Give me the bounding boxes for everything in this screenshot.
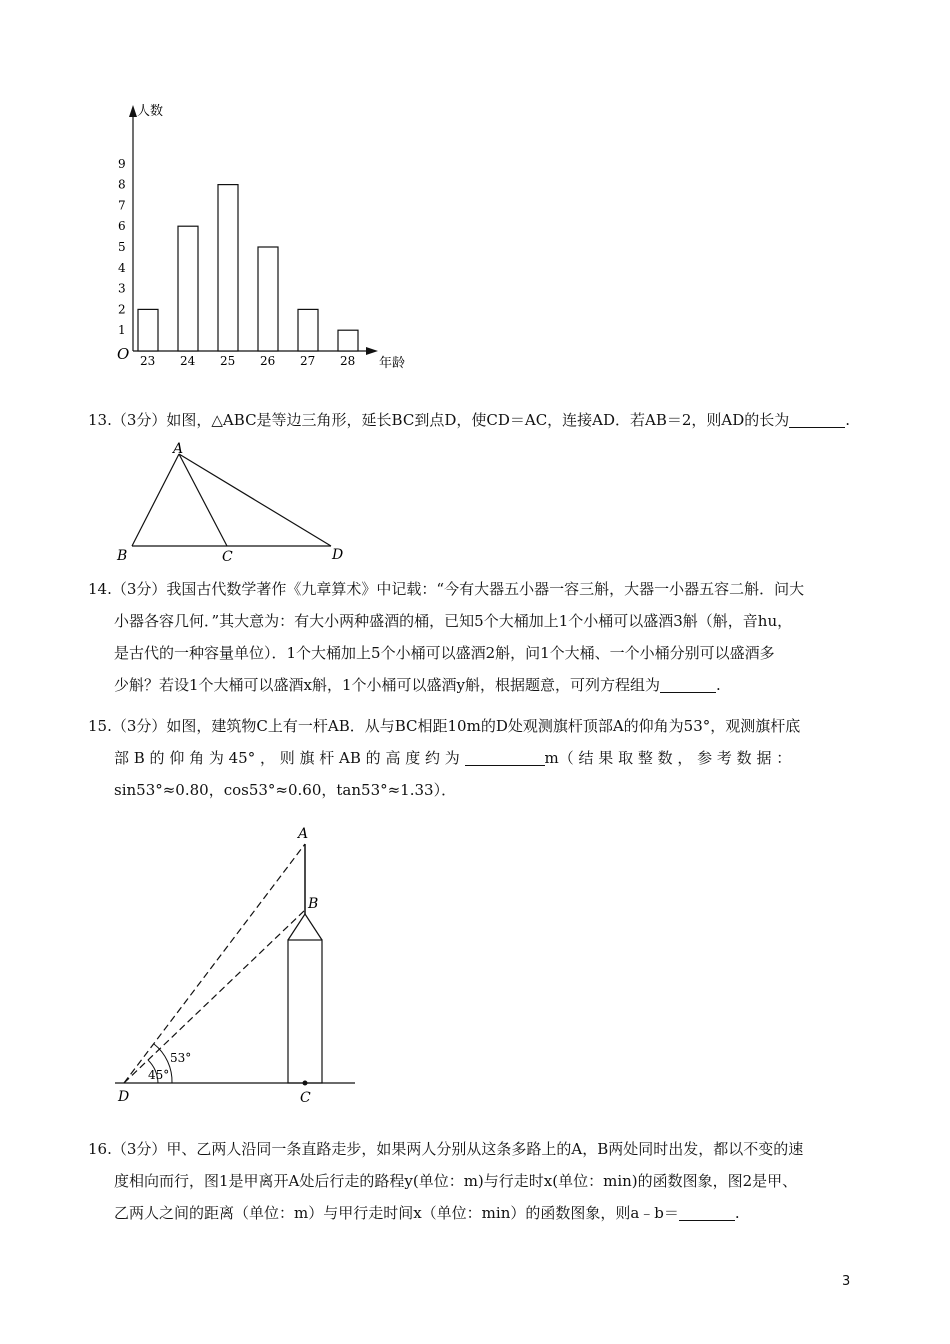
q14-line-3: 是古代的一种容量单位）．1个大桶加上5个小桶可以盛酒2斛，问1个大桶、一个小桶分别可以盛酒多 — [114, 644, 775, 662]
y-tick-label: 5 — [118, 240, 126, 254]
q15-flagpole-figure — [110, 822, 370, 1112]
q13-end: . — [845, 411, 851, 429]
building-c — [288, 940, 322, 1083]
label-c: C — [222, 549, 233, 565]
sightline-db — [124, 910, 305, 1083]
q14-line-1: 14.（3分）我国古代数学著作《九章算术》中记载：“今有大器五小器一容三斛，大器一小器五容二斛．问大 — [88, 580, 805, 598]
angle-label-45: 45° — [148, 1068, 170, 1082]
label-d: D — [332, 547, 344, 563]
q13-triangle-figure — [108, 440, 358, 565]
angle-label-53: 53° — [170, 1051, 192, 1065]
y-tick-label: 4 — [118, 260, 126, 275]
q14-line-4: 少斛？若设1个大桶可以盛酒x斛，1个小桶可以盛酒y斛，根据题意，可列方程组为 — [114, 676, 661, 694]
label-b: B — [308, 896, 319, 912]
question-14 — [88, 573, 868, 701]
y-axis-arrow — [129, 105, 137, 117]
bar — [138, 309, 158, 351]
age-bar-chart — [100, 95, 410, 380]
y-axis-label: 人数 — [137, 104, 164, 119]
q14-answer-blank[interactable] — [660, 676, 716, 693]
x-tick-label: 28 — [340, 354, 356, 368]
y-tick-label: 7 — [118, 198, 126, 213]
y-tick-label: 2 — [118, 302, 126, 317]
page-number: 3 — [842, 1274, 851, 1289]
q16-answer-blank[interactable] — [679, 1204, 735, 1221]
building-roof — [288, 914, 322, 940]
label-d: D — [118, 1089, 130, 1105]
segment-ac — [179, 454, 227, 546]
q15-line-2a: 部 B 的 仰 角 为 45° ， 则 旗 杆 AB 的 高 度 约 为 — [114, 749, 460, 767]
segment-ab — [132, 454, 179, 546]
q15-line-1: 15.（3分）如图，建筑物C上有一杆AB．从与BC相距10m的D处观测旗杆顶部A的仰角为53°，观测旗杆底 — [88, 717, 801, 735]
x-axis-label: 年龄 — [379, 356, 406, 371]
label-b: B — [117, 548, 128, 564]
x-tick-label: 24 — [180, 354, 196, 368]
question-13 — [88, 404, 868, 436]
y-tick-label: 1 — [118, 323, 126, 338]
origin-label: O — [117, 345, 130, 363]
sightline-da — [124, 844, 305, 1083]
question-16 — [88, 1133, 868, 1229]
q13-answer-blank[interactable] — [789, 411, 845, 428]
q16-line-2: 度相向而行，图1是甲离开A处后行走的路程y(单位：m)与行走时x(单位：min)的函数图象，图2是甲、 — [114, 1172, 798, 1190]
bar — [218, 185, 238, 351]
q15-answer-blank[interactable] — [465, 749, 545, 766]
segment-ad — [179, 454, 331, 546]
bar — [178, 226, 198, 351]
q15-line-2b: m（ 结 果 取 整 数 ， 参 考 数 据 ： — [544, 749, 792, 767]
bar — [338, 330, 358, 351]
q14-line-2: 小器各容几何．”其大意为：有大小两种盛酒的桶，已知5个大桶加上1个小桶可以盛酒3斛（斛，音hu， — [114, 612, 793, 630]
y-tick-label: 6 — [118, 219, 126, 234]
label-c: C — [300, 1090, 311, 1106]
q13-text: 13.（3分）如图，△ABC是等边三角形，延长BC到点D，使CD＝AC，连接AD．若AB＝2，则AD的长为 — [88, 411, 790, 429]
y-tick-label: 9 — [118, 156, 126, 171]
q16-line-1: 16.（3分）甲、乙两人沿同一条直路走步，如果两人分别从这条多路上的A，B两处同时出发，都以不变的速 — [88, 1140, 804, 1158]
bar — [298, 309, 318, 351]
label-a: A — [173, 441, 184, 457]
q16-end: . — [734, 1204, 740, 1222]
point-c — [303, 1081, 308, 1086]
x-tick-label: 23 — [140, 354, 156, 368]
y-tick-label: 3 — [118, 281, 126, 296]
q15-line-3: sin53°≈0.80，cos53°≈0.60，tan53°≈1.33）． — [114, 781, 457, 799]
q14-end: . — [716, 676, 721, 694]
question-15 — [88, 710, 868, 806]
x-tick-label: 26 — [260, 354, 276, 368]
y-tick-label: 8 — [118, 177, 126, 192]
q16-line-3: 乙两人之间的距离（单位：m）与甲行走时间x（单位：min）的函数图象，则a﹣b＝ — [114, 1204, 679, 1222]
x-tick-label: 27 — [300, 354, 316, 368]
x-tick-label: 25 — [220, 354, 236, 368]
x-axis-arrow — [366, 347, 378, 355]
label-a: A — [298, 826, 309, 842]
bar — [258, 247, 278, 351]
